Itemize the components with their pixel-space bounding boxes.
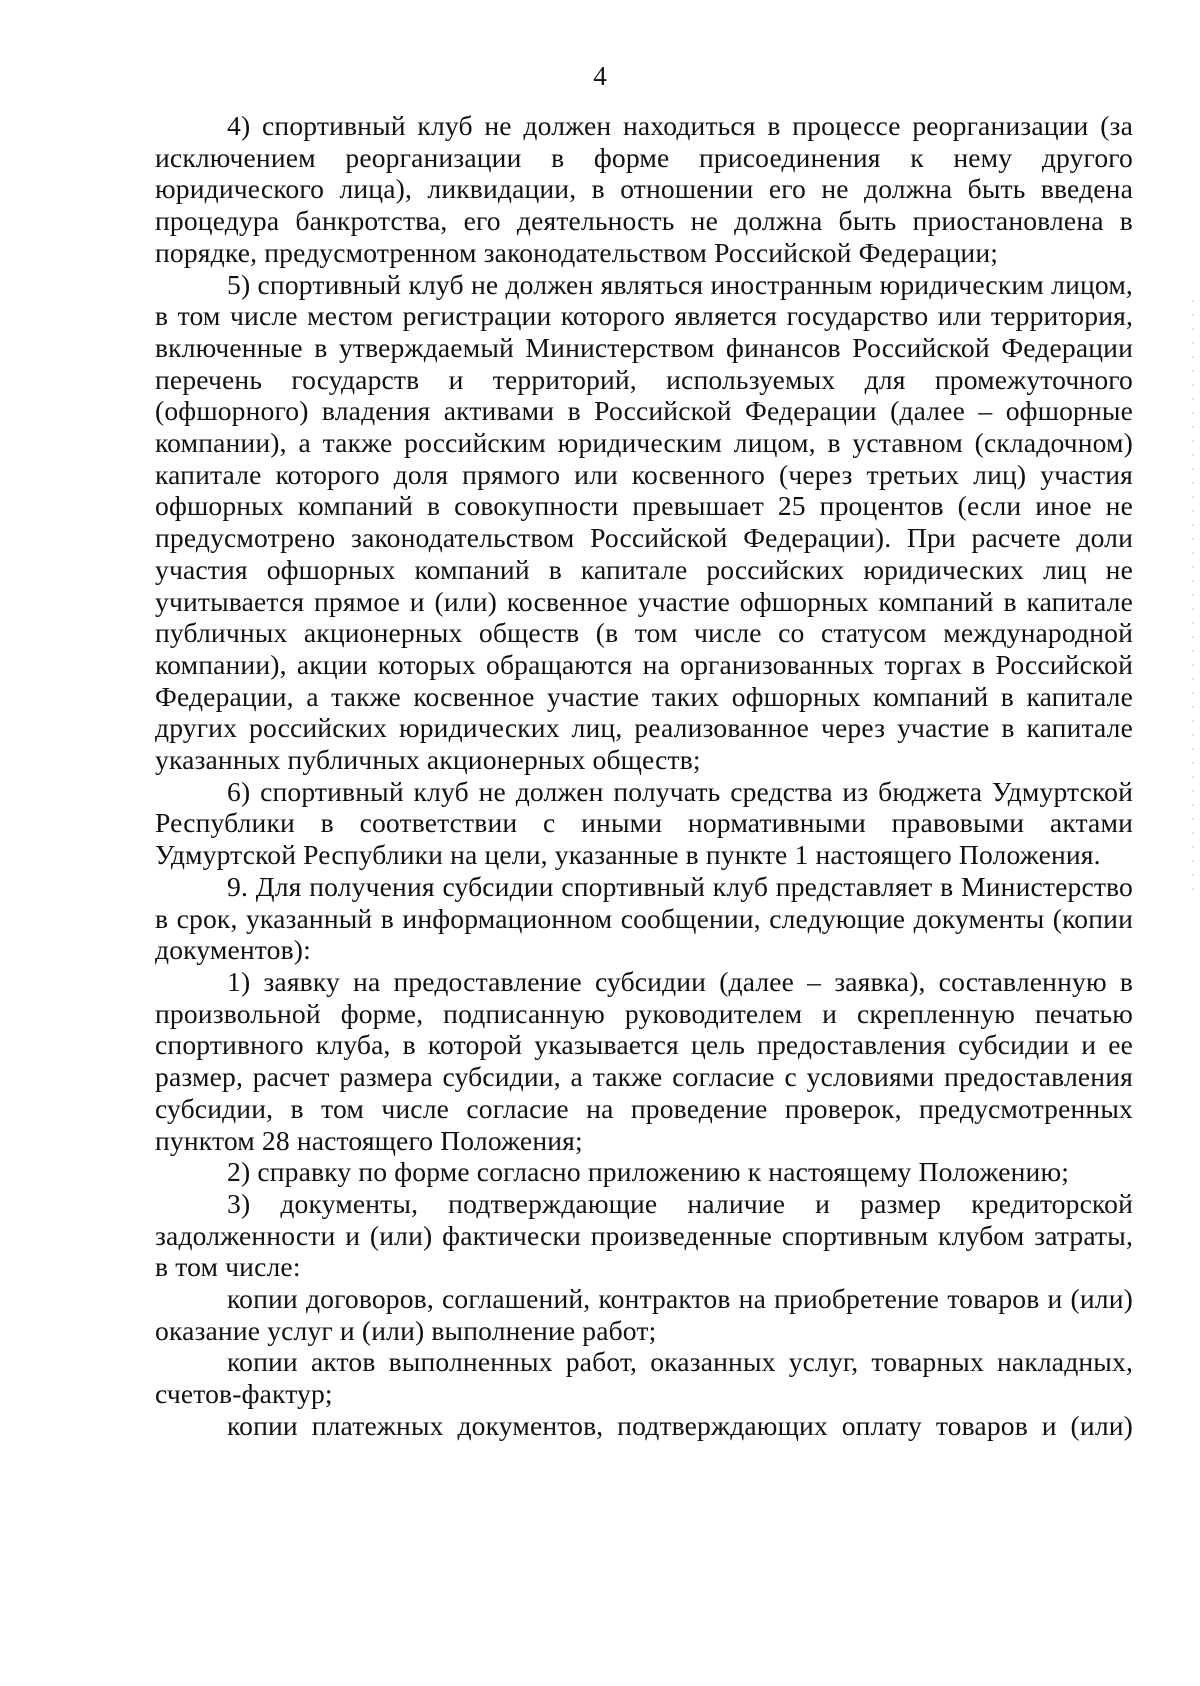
document-body (155, 110, 1133, 1442)
paragraph-item-4: 4) спортивный клуб не должен находиться в процессе реорганизации (за исключением реорганизации в форме присоединения к нему другого юридического лица), ликвидации, в отношении его не должна быть введена процедура банкротства, его деятельность не должна быть приостановлена в порядке, предусмотренном законодательством Российской Федерации; (155, 110, 1133, 268)
page-number: 4 (593, 61, 607, 91)
scan-margin-artifact (1192, 300, 1194, 900)
paragraph-clause-9: 9. Для получения субсидии спортивный клуб представляет в Министерство в срок, указанный в информационном сообщении, следующие документы (копии документов): (155, 870, 1133, 966)
paragraph-item-5: 5) спортивный клуб не должен являться иностранным юридическим лицом, в том числе местом регистрации которого является государство или территория, включенные в утверждаемый Министерством финансов Российской Федерации перечень государств и территорий, используемых для промежуточного (офшорного) владения активами в Российской Федерации (далее – офшорные компании), а также российским юридическим лицом, в уставном (складочном) капитале которого доля прямого или косвенного (через третьих лиц) участия офшорных компаний в совокупности превышает 25 процентов (если иное не предусмотрено законодательством Российской Федерации). При расчете доли участия офшорных компаний в капитале российских юридических лиц не учитывается прямое и (или) косвенное участие офшорных компаний в капитале публичных акционерных обществ (в том числе со статусом международной компании), акции которых обращаются на организованных торгах в Российской Федерации, а также косвенное участие таких офшорных компаний в капитале других российских юридических лиц, реализованное через участие в капитале указанных публичных акционерных обществ; (155, 268, 1133, 776)
paragraph-contracts: копии договоров, соглашений, контрактов на приобретение товаров и (или) оказание услуг и (или) выполнение работ; (155, 1283, 1133, 1346)
paragraph-doc-2: 2) справку по форме согласно приложению к настоящему Положению; (227, 1156, 1070, 1188)
paragraph-item-6: 6) спортивный клуб не должен получать средства из бюджета Удмуртской Республики в соответствии с иными нормативными правовыми актами Удмуртской Республики на цели, указанные в пункте 1 настоящего Положения. (155, 775, 1133, 871)
paragraph-payments: копии платежных документов, подтверждающих оплату товаров и (или) (227, 1409, 1133, 1441)
paragraph-doc-3: 3) документы, подтверждающие наличие и размер кредиторской задолженности и (или) фактически произведенные спортивным клубом затраты, в том числе: (155, 1187, 1133, 1283)
paragraph-acts: копии актов выполненных работ, оказанных услуг, товарных накладных, счетов-фактур; (155, 1346, 1133, 1410)
paragraph-doc-1: 1) заявку на предоставление субсидии (далее – заявка), составленную в произвольной форме, подписанную руководителем и скрепленную печатью спортивного клуба, в которой указывается цель предоставления субсидии и ее размер, расчет размера субсидии, а также согласие с условиями предоставления субсидии, в том числе согласие на проведение проверок, предусмотренных пунктом 28 настоящего Положения; (155, 965, 1133, 1156)
